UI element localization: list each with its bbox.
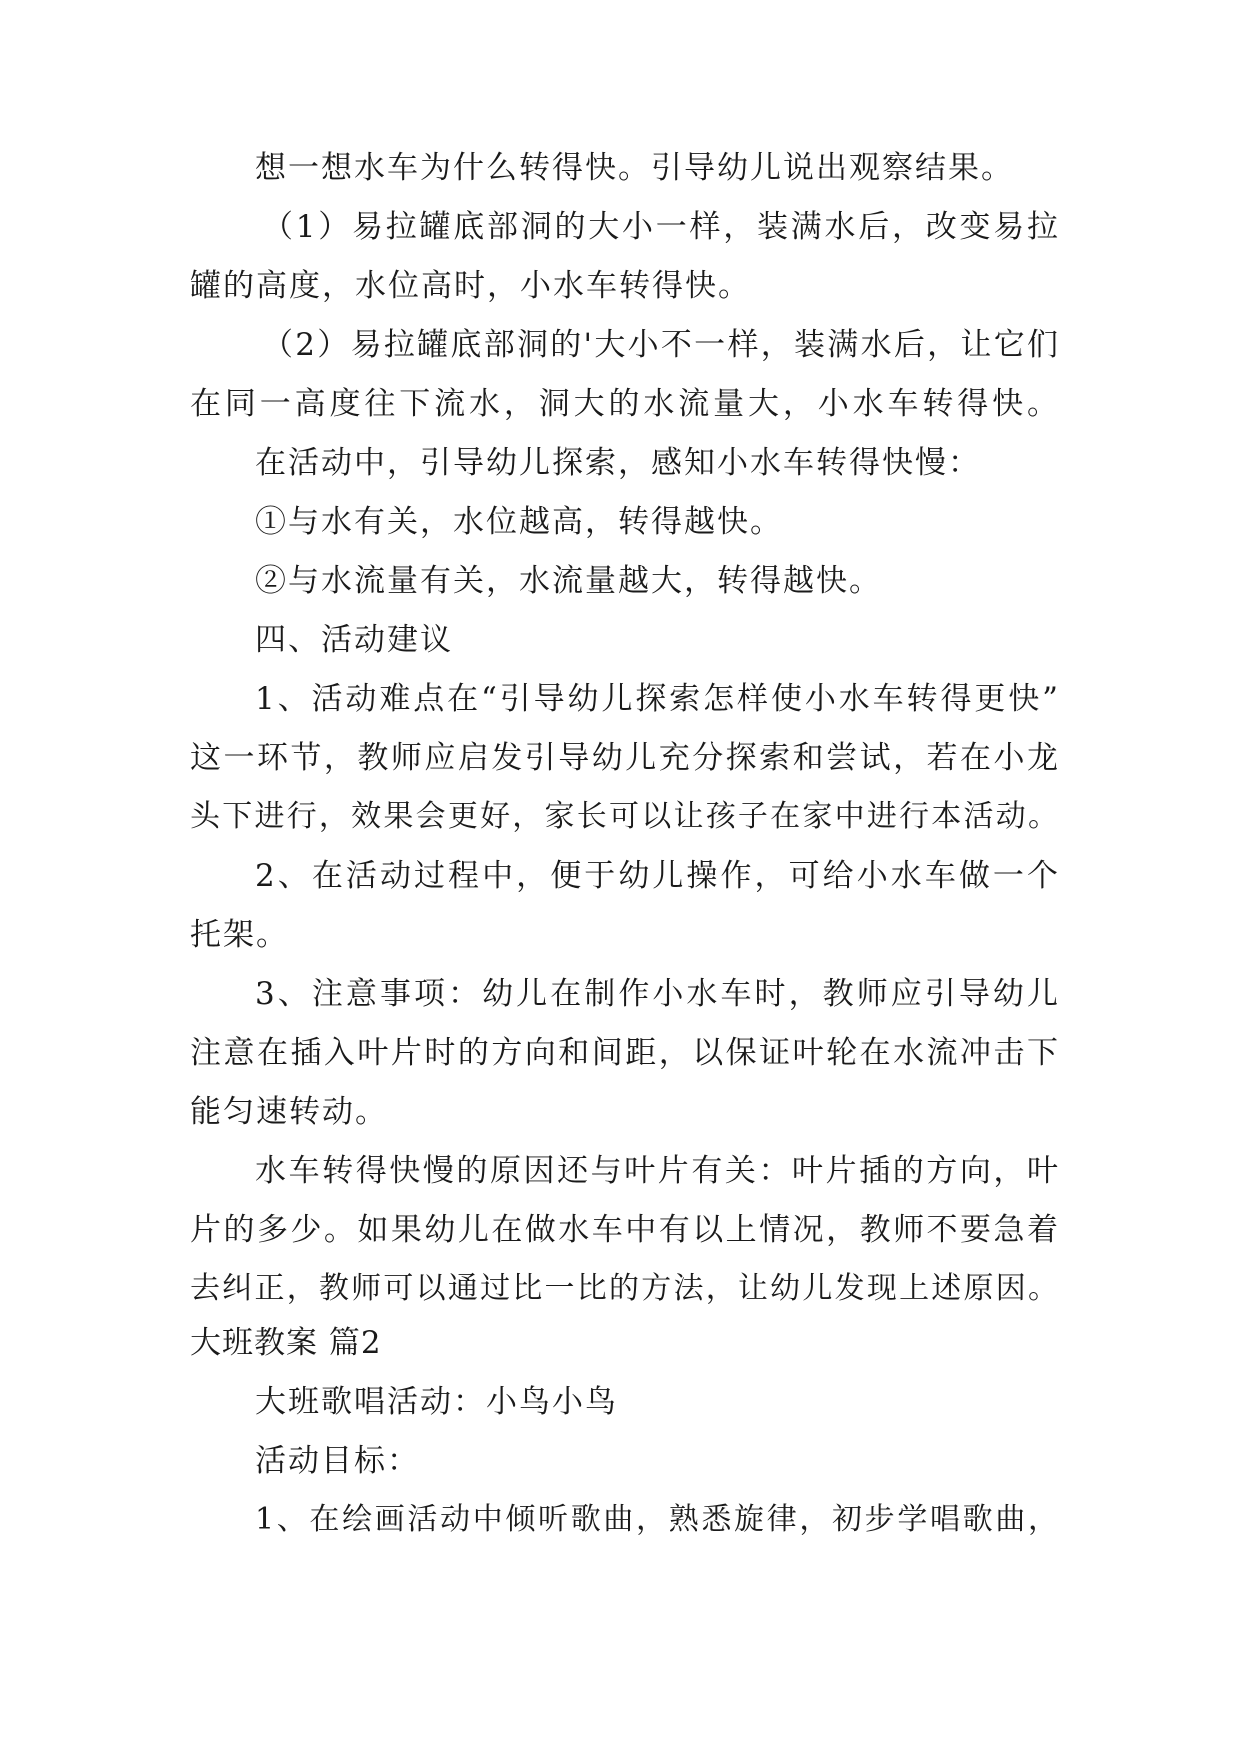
paragraph-line: ②与水流量有关，水流量越大，转得越快。 — [255, 563, 882, 599]
paragraph-line: ①与水有关，水位越高，转得越快。 — [255, 504, 783, 540]
paragraph-line: 在同一高度往下流水，洞大的水流量大，小水车转得快。 — [190, 386, 1060, 422]
paragraph-line: 3、注意事项：幼儿在制作小水车时，教师应引导幼儿 — [255, 976, 1060, 1012]
paragraph-line: 想一想水车为什么转得快。引导幼儿说出观察结果。 — [255, 150, 1014, 186]
paragraph-line: 这一环节，教师应启发引导幼儿充分探索和尝试，若在小龙 — [190, 740, 1060, 776]
section-heading: 四、活动建议 — [255, 622, 453, 658]
paragraph-line: 去纠正，教师可以通过比一比的方法，让幼儿发现上述原因。 — [190, 1271, 1060, 1306]
paragraph-line: 在活动中，引导幼儿探索，感知小水车转得快慢： — [255, 445, 981, 481]
paragraph-line: 大班歌唱活动：小鸟小鸟 — [255, 1384, 618, 1420]
paragraph-line: 罐的高度，水位高时，小水车转得快。 — [190, 268, 751, 304]
paragraph-line: （1）易拉罐底部洞的大小一样，装满水后，改变易拉 — [262, 209, 1060, 245]
paragraph-line: 头下进行，效果会更好，家长可以让孩子在家中进行本活动。 — [190, 799, 1060, 834]
paragraph-line: 能匀速转动。 — [190, 1094, 388, 1130]
paragraph-line: 1、在绘画活动中倾听歌曲，熟悉旋律，初步学唱歌曲， — [255, 1502, 1060, 1537]
paragraph-line: （2）易拉罐底部洞的'大小不一样，装满水后，让它们 — [262, 327, 1060, 363]
paragraph-line: 注意在插入叶片时的方向和间距，以保证叶轮在水流冲击下 — [190, 1035, 1060, 1071]
paragraph-line: 片的多少。如果幼儿在做水车中有以上情况，教师不要急着 — [190, 1212, 1060, 1248]
paragraph-line: 2、在活动过程中，便于幼儿操作，可给小水车做一个 — [255, 858, 1060, 894]
section-title: 大班教案 篇2 — [190, 1325, 382, 1361]
paragraph-line: 水车转得快慢的原因还与叶片有关：叶片插的方向，叶 — [255, 1153, 1060, 1189]
paragraph-line: 托架。 — [190, 917, 289, 953]
paragraph-line: 1、活动难点在“引导幼儿探索怎样使小水车转得更快” — [255, 681, 1060, 717]
paragraph-line: 活动目标： — [255, 1443, 420, 1479]
